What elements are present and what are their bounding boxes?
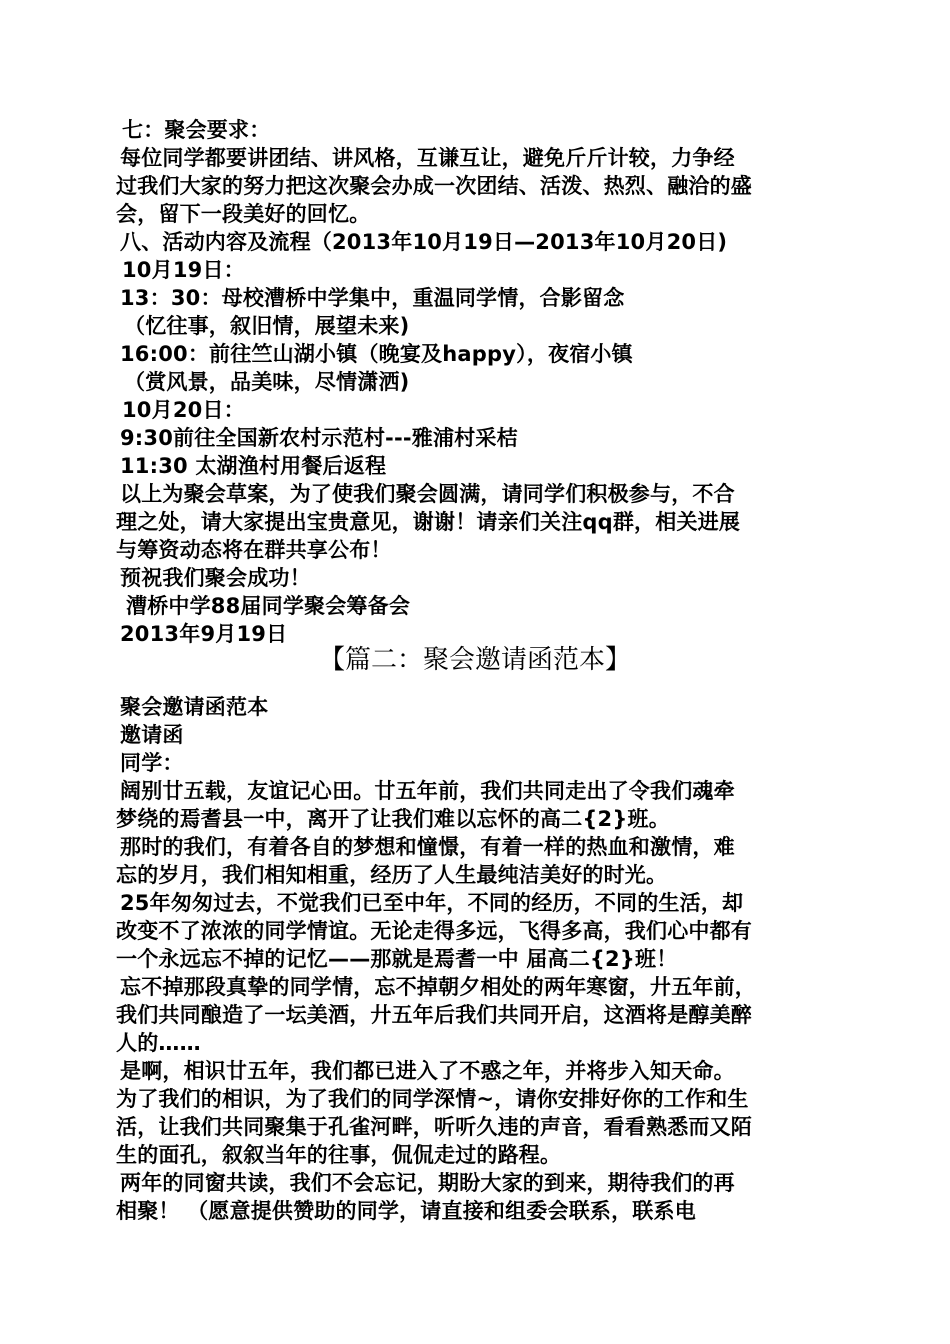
invitation-line-2: 梦绕的焉耆县一中，离开了让我们难以忘怀的高二{2}班。 xyxy=(116,807,670,831)
closing-date: 2013年9月19日 xyxy=(120,622,288,646)
day1-item-1-note: （忆往事，叙旧情，展望未来) xyxy=(124,314,410,338)
section-seven-line-1: 每位同学都要讲团结、讲风格，互谦互让，避免斤斤计较，力争经 xyxy=(120,146,735,170)
invitation-line-3: 那时的我们，有着各自的梦想和憧憬，有着一样的热血和激情，难 xyxy=(120,835,735,859)
salutation: 同学： xyxy=(120,751,184,775)
section-seven-title: 七：聚会要求： xyxy=(122,118,271,142)
closing-line-2: 理之处，请大家提出宝贵意见，谢谢！请亲们关注qq群，相关进展 xyxy=(116,510,741,534)
organizer: 漕桥中学88届同学聚会筹备会 xyxy=(126,594,411,618)
invitation-line-15: 两年的同窗共读，我们不会忘记，期盼大家的到来，期待我们的再 xyxy=(120,1171,735,1195)
day2-item-2: 11:30 太湖渔村用餐后返程 xyxy=(120,454,387,478)
invitation-line-13: 活，让我们共同聚集于孔雀河畔，听听久违的声音，看看熟悉而又陌 xyxy=(116,1115,752,1139)
invitation-line-4: 忘的岁月，我们相知相重，经历了人生最纯洁美好的时光。 xyxy=(116,863,668,887)
section-seven-line-3: 会，留下一段美好的回忆。 xyxy=(116,202,371,226)
part-two-title: 聚会邀请函范本 xyxy=(120,695,269,719)
part-two-subtitle: 邀请函 xyxy=(120,723,184,747)
invitation-line-11: 是啊，相识廿五年，我们都已进入了不惑之年，并将步入知天命。 xyxy=(120,1059,735,1083)
invitation-line-8: 忘不掉那段真挚的同学情，忘不掉朝夕相处的两年寒窗，廾五年前， xyxy=(120,975,756,999)
section-eight-title: 八、活动内容及流程（2013年10月19日—2013年10月20日) xyxy=(120,230,728,254)
day1-date: 10月19日： xyxy=(122,258,245,282)
part-two-heading: 【篇二：聚会邀请函范本】 xyxy=(318,645,631,675)
invitation-line-7: 一个永远忘不掉的记忆——那就是焉耆一中 届高二{2}班！ xyxy=(116,947,678,971)
invitation-line-5: 25年匆匆过去，不觉我们已至中年，不同的经历，不同的生活，却 xyxy=(120,891,744,915)
invitation-line-14: 生的面孔，叙叙当年的往事，侃侃走过的路程。 xyxy=(116,1143,562,1167)
section-seven-line-2: 过我们大家的努力把这次聚会办成一次团结、活泼、热烈、融洽的盛 xyxy=(116,174,752,198)
invitation-line-10: 人的…… xyxy=(116,1031,201,1055)
closing-wish: 预祝我们聚会成功！ xyxy=(120,566,311,590)
day1-item-2: 16:00：前往竺山湖小镇（晚宴及happy），夜宿小镇 xyxy=(120,342,633,366)
day2-date: 10月20日： xyxy=(122,398,245,422)
closing-line-1: 以上为聚会草案，为了使我们聚会圆满，请同学们积极参与，不合 xyxy=(120,482,735,506)
invitation-line-16: 相聚！ （愿意提供赞助的同学，请直接和组委会联系，联系电 xyxy=(116,1199,696,1223)
day2-item-1: 9:30前往全国新农村示范村---雅浦村采桔 xyxy=(120,426,518,450)
invitation-line-6: 改变不了浓浓的同学情谊。无论走得多远，飞得多高，我们心中都有 xyxy=(116,919,752,943)
invitation-line-1: 阔别廿五载，友谊记心田。廿五年前，我们共同走出了令我们魂牵 xyxy=(120,779,735,803)
invitation-line-12: 为了我们的相识，为了我们的同学深情~，请你安排好你的工作和生 xyxy=(116,1087,749,1111)
day1-item-1: 13：30：母校漕桥中学集中，重温同学情，合影留念 xyxy=(120,286,625,310)
day1-item-2-note: （赏风景，品美味，尽情潇洒) xyxy=(124,370,410,394)
invitation-line-9: 我们共同酿造了一坛美酒，廾五年后我们共同开启，这酒将是醇美醉 xyxy=(116,1003,752,1027)
closing-line-3: 与筹资动态将在群共享公布！ xyxy=(116,538,392,562)
